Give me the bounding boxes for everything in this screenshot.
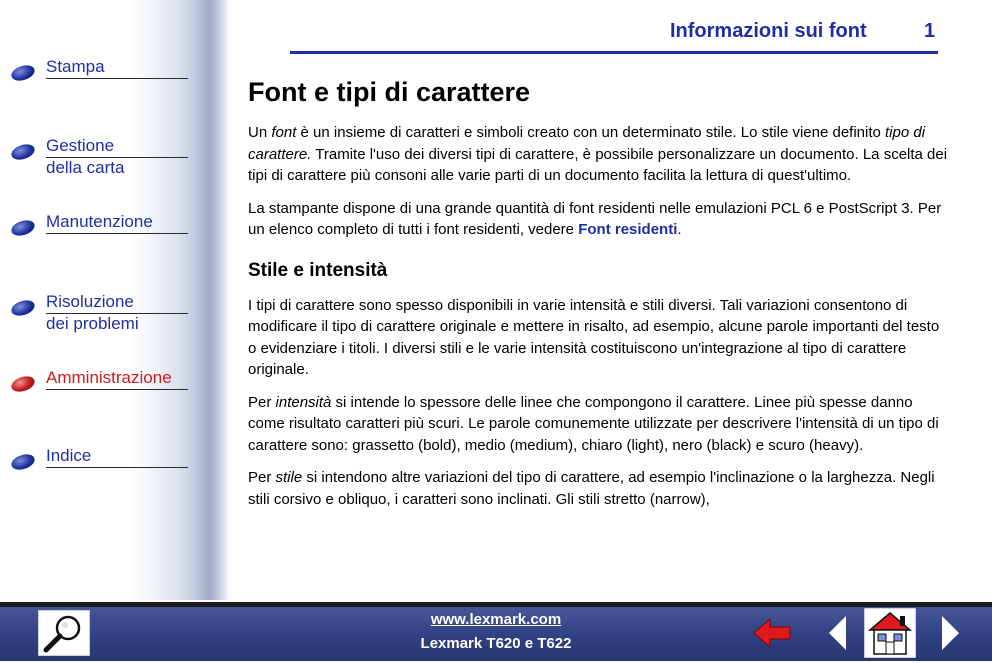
sidebar-item-label[interactable]: Stampa: [46, 57, 105, 76]
header-divider: [290, 51, 938, 54]
sidebar-nav: [0, 0, 230, 600]
go-back-button[interactable]: [752, 616, 792, 655]
resident-fonts-paragraph: [248, 198, 948, 241]
term-style: stile: [275, 469, 303, 486]
back-arrow-icon: [752, 616, 792, 650]
page-number: 1: [924, 20, 936, 42]
bullet-icon: [9, 218, 36, 239]
sidebar-item-label-line2[interactable]: dei problemi: [46, 314, 139, 333]
chapter-title: Informazioni sui font: [670, 20, 867, 42]
page-title: Font e tipi di carattere: [248, 77, 531, 107]
home-button[interactable]: [864, 608, 916, 663]
footer-top-border: [0, 602, 992, 607]
bullet-icon: [9, 63, 36, 84]
triangle-right-icon: [938, 614, 962, 652]
next-page-button[interactable]: [938, 614, 962, 657]
text-run: Per: [248, 393, 276, 411]
bullet-icon: [9, 142, 36, 163]
intro-paragraph: [248, 122, 948, 187]
bullet-icon-active: [9, 374, 36, 395]
nav-divider: [46, 389, 188, 390]
term-intensity: intensità: [275, 393, 332, 411]
nav-divider: [46, 467, 188, 468]
term-typeface: tipo di carattere.: [248, 124, 926, 163]
home-icon: [864, 608, 916, 658]
sidebar-item-label[interactable]: Amministrazione: [46, 368, 172, 387]
product-name: Lexmark T620 e T622: [420, 635, 572, 652]
sidebar-item-label[interactable]: Risoluzione: [46, 292, 134, 311]
style-paragraph: [248, 467, 948, 510]
text-run: Un: [248, 124, 272, 141]
previous-page-button[interactable]: [826, 614, 850, 657]
triangle-left-icon: [826, 614, 850, 652]
term-font: font: [271, 124, 297, 141]
text-run: si intendono altre variazioni del tipo di carattere, ad esempio l'inclinazione o la larghezza. Negli stili corsivo e obliquo, i caratteri sono inclinati. Gli stili stretto (narrow),: [248, 469, 935, 508]
footer-bar: [0, 602, 992, 661]
website-link[interactable]: www.lexmark.com: [430, 611, 562, 628]
section-subtitle: Stile e intensità: [248, 259, 388, 281]
text-run: è un insieme di caratteri e simboli creato con un determinato stile. Lo stile viene definito: [296, 124, 886, 141]
sidebar-item-label[interactable]: Indice: [46, 446, 92, 465]
weight-paragraph: [248, 392, 948, 457]
sidebar-item-label[interactable]: Gestione: [46, 136, 115, 155]
text-run: .: [677, 221, 682, 238]
text-run: Tramite l'uso dei diversi tipi di carattere, è possibile personalizzare un documento. La scelta dei tipi di carattere più consoni alle varie parti di un documento facilita la lettura di quest'ultimo.: [248, 145, 948, 184]
nav-divider: [46, 233, 188, 234]
text-run: Per: [248, 469, 276, 486]
nav-divider: [46, 78, 188, 79]
bullet-icon: [9, 452, 36, 473]
text-run: La stampante dispone di una grande quantità di font residenti nelle emulazioni PCL 6 e PostScript 3. Per un elenco completo di tutti i font residenti, vedere: [248, 199, 942, 238]
bullet-icon: [9, 298, 36, 319]
font-residenti-link[interactable]: Font residenti: [578, 221, 678, 238]
sidebar-item-label-line2[interactable]: della carta: [46, 158, 125, 177]
main-content: [248, 76, 948, 510]
styles-paragraph: I tipi di carattere sono spesso disponibili in varie intensità e stili diversi. Tali variazioni consentono di modificare il tipo di carattere originale e mettere in risalto, ad esempio, alcune parole importanti del testo o evidenziare i titoli. I diversi stili e le varie intensità costituiscono un'integrazione al tipo di carattere originale.: [248, 296, 940, 378]
text-run: si intende lo spessore delle linee che compongono il carattere. Linee più spesse danno come risultato caratteri più scuri. Le parole comunemente utilizzate per descrivere l'intensità di un tipo di carattere sono: grassetto (bold), medio (medium), chiaro (light), nero (black) e scuro (heavy).: [248, 393, 939, 454]
sidebar-item-label[interactable]: Manutenzione: [46, 212, 153, 231]
